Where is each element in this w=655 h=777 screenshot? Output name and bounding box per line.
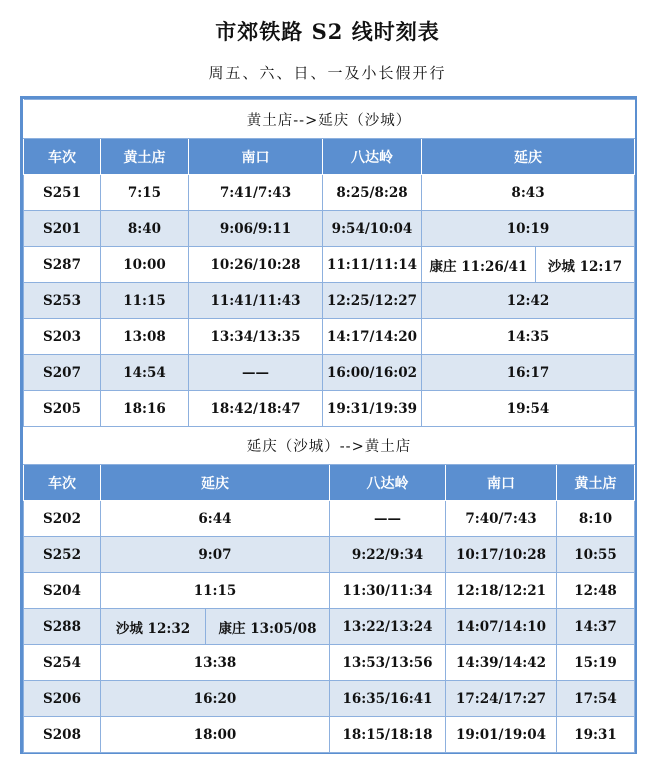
train-number: S207 (24, 355, 101, 391)
time-cell: 11:41/11:43 (189, 283, 323, 319)
col-header-nankou: 南口 (189, 139, 323, 175)
table-row (24, 717, 635, 753)
train-number: S252 (24, 537, 101, 573)
time-cell: 19:31/19:39 (323, 391, 422, 427)
time-cell-kangzhuang: 康庄 11:26/41 (422, 247, 536, 283)
header-row (24, 139, 635, 175)
time-cell: 7:41/7:43 (189, 175, 323, 211)
time-cell: 18:15/18:18 (330, 717, 446, 753)
table-row (24, 319, 635, 355)
time-cell: —— (330, 501, 446, 537)
table-row (24, 573, 635, 609)
time-cell: 15:19 (557, 645, 635, 681)
time-cell: 10:19 (422, 211, 635, 247)
col-header-train: 车次 (24, 139, 101, 175)
time-cell: 11:30/11:34 (330, 573, 446, 609)
time-cell: 14:17/14:20 (323, 319, 422, 355)
table-row (24, 247, 635, 283)
time-cell: 13:08 (101, 319, 189, 355)
time-cell: 18:42/18:47 (189, 391, 323, 427)
time-cell: 12:42 (422, 283, 635, 319)
time-cell: 14:37 (557, 609, 635, 645)
time-cell: 9:22/9:34 (330, 537, 446, 573)
time-cell-shacheng: 沙城 12:32 (101, 609, 206, 645)
header-row (24, 465, 635, 501)
time-cell: 10:55 (557, 537, 635, 573)
page-title: 市郊铁路 S2 线时刻表 (215, 19, 440, 44)
time-cell: 12:18/12:21 (446, 573, 557, 609)
time-cell: 10:17/10:28 (446, 537, 557, 573)
time-cell: 10:00 (101, 247, 189, 283)
time-cell: 16:20 (101, 681, 330, 717)
time-cell-shacheng: 沙城 12:17 (536, 247, 635, 283)
time-cell: 19:54 (422, 391, 635, 427)
time-cell: 18:00 (101, 717, 330, 753)
table-row (24, 391, 635, 427)
time-cell: 6:44 (101, 501, 330, 537)
time-cell: 17:54 (557, 681, 635, 717)
time-cell: 13:53/13:56 (330, 645, 446, 681)
time-cell: 9:54/10:04 (323, 211, 422, 247)
time-cell: 11:15 (101, 573, 330, 609)
table-row (24, 283, 635, 319)
time-cell: 8:43 (422, 175, 635, 211)
col-header-badaling: 八达岭 (323, 139, 422, 175)
col-header-nankou: 南口 (446, 465, 557, 501)
table-row (24, 175, 635, 211)
time-cell: —— (189, 355, 323, 391)
table-row (24, 501, 635, 537)
col-header-huangtudian: 黄土店 (557, 465, 635, 501)
time-cell: 8:25/8:28 (323, 175, 422, 211)
table-row (24, 537, 635, 573)
time-cell: 17:24/17:27 (446, 681, 557, 717)
time-cell: 19:01/19:04 (446, 717, 557, 753)
train-number: S206 (24, 681, 101, 717)
table-row (24, 681, 635, 717)
train-number: S254 (24, 645, 101, 681)
timetable-outbound (23, 99, 635, 427)
col-header-huangtudian: 黄土店 (101, 139, 189, 175)
train-number: S205 (24, 391, 101, 427)
table-row (24, 609, 635, 645)
direction-label: 黄土店-->延庆（沙城） (24, 100, 635, 139)
train-number: S208 (24, 717, 101, 753)
train-number: S288 (24, 609, 101, 645)
train-number: S253 (24, 283, 101, 319)
time-cell: 14:07/14:10 (446, 609, 557, 645)
time-cell: 11:15 (101, 283, 189, 319)
train-number: S287 (24, 247, 101, 283)
table-row (24, 211, 635, 247)
direction-label: 延庆（沙城）-->黄土店 (24, 427, 635, 465)
col-header-badaling: 八达岭 (330, 465, 446, 501)
time-cell: 16:17 (422, 355, 635, 391)
time-cell: 8:40 (101, 211, 189, 247)
time-cell: 14:35 (422, 319, 635, 355)
time-cell: 9:07 (101, 537, 330, 573)
table-row (24, 645, 635, 681)
time-cell: 14:54 (101, 355, 189, 391)
col-header-yanqing: 延庆 (101, 465, 330, 501)
time-cell: 13:38 (101, 645, 330, 681)
time-cell: 16:00/16:02 (323, 355, 422, 391)
time-cell: 14:39/14:42 (446, 645, 557, 681)
time-cell: 16:35/16:41 (330, 681, 446, 717)
train-number: S201 (24, 211, 101, 247)
time-cell: 19:31 (557, 717, 635, 753)
timetable-return (23, 426, 635, 753)
time-cell: 18:16 (101, 391, 189, 427)
time-cell: 10:26/10:28 (189, 247, 323, 283)
train-number: S202 (24, 501, 101, 537)
page-subtitle: 周五、六、日、一及小长假开行 (208, 64, 447, 82)
time-cell: 12:25/12:27 (323, 283, 422, 319)
train-number: S204 (24, 573, 101, 609)
time-cell: 9:06/9:11 (189, 211, 323, 247)
time-cell: 7:40/7:43 (446, 501, 557, 537)
col-header-yanqing: 延庆 (422, 139, 635, 175)
time-cell: 7:15 (101, 175, 189, 211)
time-cell: 8:10 (557, 501, 635, 537)
train-number: S251 (24, 175, 101, 211)
col-header-train: 车次 (24, 465, 101, 501)
train-number: S203 (24, 319, 101, 355)
time-cell: 13:22/13:24 (330, 609, 446, 645)
time-cell: 11:11/11:14 (323, 247, 422, 283)
time-cell: 12:48 (557, 573, 635, 609)
time-cell-kangzhuang: 康庄 13:05/08 (206, 609, 330, 645)
time-cell: 13:34/13:35 (189, 319, 323, 355)
table-row (24, 355, 635, 391)
